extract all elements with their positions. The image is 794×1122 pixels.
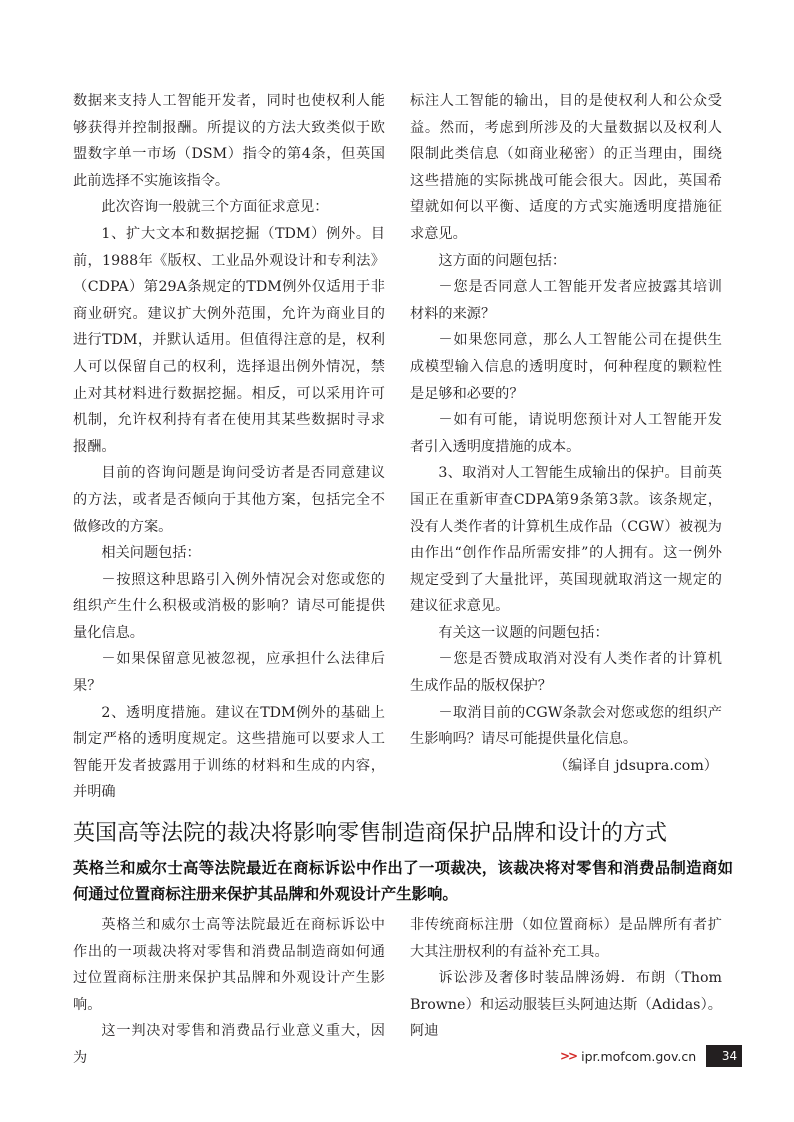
article-lead: 英格兰和威尔士高等法院最近在商标诉讼中作出了一项裁决，该裁决将对零售和消费品制造商如何通过位置商标注册来保护其品牌和外观设计产生影响。 xyxy=(73,859,733,903)
top-article-right-column xyxy=(410,88,722,779)
paragraph: 相关问题包括： xyxy=(101,545,201,562)
paragraph: －如果您同意，那么人工智能公司在提供生成模型输入信息的透明度时，何种程度的颗粒性是足够和必要的？ xyxy=(410,332,722,402)
paragraph: 标注人工智能的输出，目的是使权利人和公众受益。然而，考虑到所涉及的大量数据以及权利人限制此类信息（如商业秘密）的正当理由，围绕这些措施的实际挑战可能会很大。因此，英国希望就如何以平衡、适度的方式实施透明度措施征求意见。 xyxy=(410,93,722,242)
bottom-article-left-column xyxy=(73,912,385,1072)
article-title: 英国高等法院的裁决将影响零售制造商保护品牌和设计的方式 xyxy=(73,821,668,846)
bottom-article-right-column xyxy=(410,912,722,1045)
page-number: 34 xyxy=(706,1045,742,1067)
paragraph: －您是否同意人工智能开发者应披露其培训材料的来源？ xyxy=(410,279,722,322)
paragraph: －您是否赞成取消对没有人类作者的计算机生成作品的版权保护？ xyxy=(410,651,722,695)
page-footer xyxy=(560,1044,742,1068)
paragraph: －取消目前的CGW条款会对您或您的组织产生影响吗？请尽可能提供量化信息。 xyxy=(410,704,722,748)
paragraph: －如有可能，请说明您预计对人工智能开发者引入透明度措施的成本。 xyxy=(410,412,722,455)
paragraph: 非传统商标注册（如位置商标）是品牌所有者扩大其注册权利的有益补充工具。 xyxy=(410,917,722,960)
paragraph: 3、取消对人工智能生成输出的保护。目前英国正在重新审查CDPA第9条第3款。该条规定，没有人类作者的计算机生成作品（CGW）被视为由作出“创作作品所需安排”的人拥有。这一例外规定受到了大量批评，英国现就取消这一规定的建议征求意见。 xyxy=(410,465,722,615)
double-chevron-icon: >> xyxy=(560,1049,577,1063)
paragraph: 英格兰和威尔士高等法院最近在商标诉讼中作出的一项裁决将对零售和消费品制造商如何通过位置商标注册来保护其品牌和外观设计产生影响。 xyxy=(73,917,385,1013)
paragraph: 数据来支持人工智能开发者，同时也使权利人能够获得并控制报酬。所提议的方法大致类似于欧盟数字单一市场（DSM）指令的第4条，但英国此前选择不实施该指令。 xyxy=(73,93,385,189)
paragraph: 目前的咨询问题是询问受访者是否同意建议的方法，或者是否倾向于其他方案，包括完全不做修改的方案。 xyxy=(73,465,385,535)
top-article-left-column xyxy=(73,88,385,806)
footer-url: ipr.mofcom.gov.cn xyxy=(581,1048,697,1064)
paragraph: 有关这一议题的问题包括： xyxy=(438,624,609,641)
paragraph: 这方面的问题包括： xyxy=(438,252,567,269)
paragraph: 1、扩大文本和数据挖掘（TDM）例外。目前，1988年《版权、工业品外观设计和专利法》（CDPA）第29A条规定的TDM例外仅适用于非商业研究。建议扩大例外范围，允许为商业目的进行TDM，并默认适用。但值得注意的是，权利人可以保留自己的权利，选择退出例外情况，禁止对其材料进行数据挖掘。相反，可以采用许可机制，允许权利持有者在使用其某些数据时寻求报酬。 xyxy=(73,225,385,455)
paragraph: －按照这种思路引入例外情况会对您或您的组织产生什么积极或消极的影响？请尽可能提供量化信息。 xyxy=(73,571,385,641)
paragraph: －如果保留意见被忽视，应承担什么法律后果？ xyxy=(73,651,385,695)
paragraph: 这一判决对零售和消费品行业意义重大，因为 xyxy=(73,1023,385,1066)
paragraph: 诉讼涉及奢侈时装品牌汤姆．布朗（Thom Browne）和运动服装巨头阿迪达斯（Adidas）。阿迪 xyxy=(410,970,722,1040)
source-note: （编译自 jdsupra.com） xyxy=(553,757,718,774)
paragraph: 此次咨询一般就三个方面征求意见： xyxy=(101,199,329,216)
paragraph: 2、透明度措施。建议在TDM例外的基础上制定严格的透明度规定。这些措施可以要求人工智能开发者披露用于训练的材料和生成的内容，并明确 xyxy=(73,704,385,801)
